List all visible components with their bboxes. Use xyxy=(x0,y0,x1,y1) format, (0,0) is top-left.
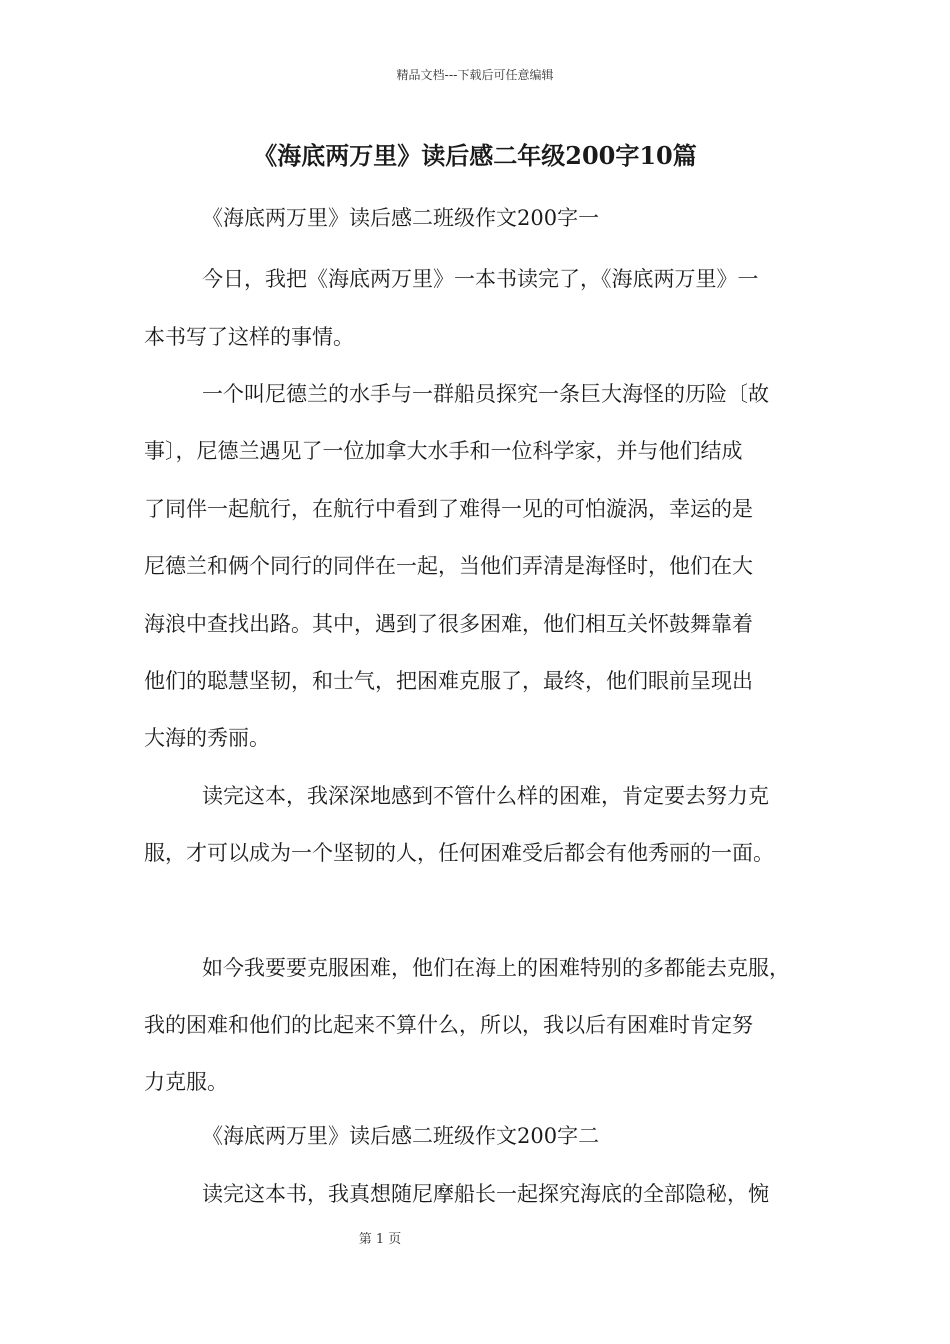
page-header-note: 精品文档---下载后可任意编辑 xyxy=(396,68,554,82)
document-title: 《海底两万里》读后感二年级200字10篇 xyxy=(253,141,697,170)
paragraph-line: 尼德兰和俩个同行的同伴在一起，当他们弄清是海怪时，他们在大 xyxy=(144,554,753,578)
paragraph-line: 力克服。 xyxy=(144,1070,228,1094)
paragraph-line: 我的困难和他们的比起来不算什么，所以，我以后有困难时肯定努 xyxy=(144,1013,753,1037)
section-heading-1: 《海底两万里》读后感二班级作文200字一 xyxy=(202,206,600,230)
paragraph-line: 读完这本书，我真想随尼摩船长一起探究海底的全部隐秘，惋 xyxy=(202,1182,769,1206)
paragraph-line: 海浪中查找出路。其中，遇到了很多困难，他们相互关怀鼓舞靠着 xyxy=(144,612,753,636)
paragraph-line: 大海的秀丽。 xyxy=(144,726,270,750)
paragraph-line: 如今我要要克服困难，他们在海上的困难特别的多都能去克服， xyxy=(202,956,790,980)
page-number: 第 1 页 xyxy=(358,1232,402,1247)
paragraph-line: 他们的聪慧坚韧，和士气，把困难克服了，最终，他们眼前呈现出 xyxy=(144,669,753,693)
paragraph-line: 读完这本，我深深地感到不管什么样的困难，肯定要去努力克 xyxy=(202,784,769,808)
paragraph-line: 了同伴一起航行，在航行中看到了难得一见的可怕漩涡，幸运的是 xyxy=(144,497,753,521)
paragraph-line: 一个叫尼德兰的水手与一群船员探究一条巨大海怪的历险〔故 xyxy=(202,382,769,406)
section-heading-2: 《海底两万里》读后感二班级作文200字二 xyxy=(202,1124,600,1148)
paragraph-line: 本书写了这样的事情。 xyxy=(144,325,354,349)
paragraph-line: 服，才可以成为一个坚韧的人，任何困难受后都会有他秀丽的一面。 xyxy=(144,841,774,865)
paragraph-line: 今日，我把《海底两万里》一本书读完了，《海底两万里》一 xyxy=(202,267,759,291)
paragraph-line: 事〕，尼德兰遇见了一位加拿大水手和一位科学家，并与他们结成 xyxy=(144,439,743,463)
